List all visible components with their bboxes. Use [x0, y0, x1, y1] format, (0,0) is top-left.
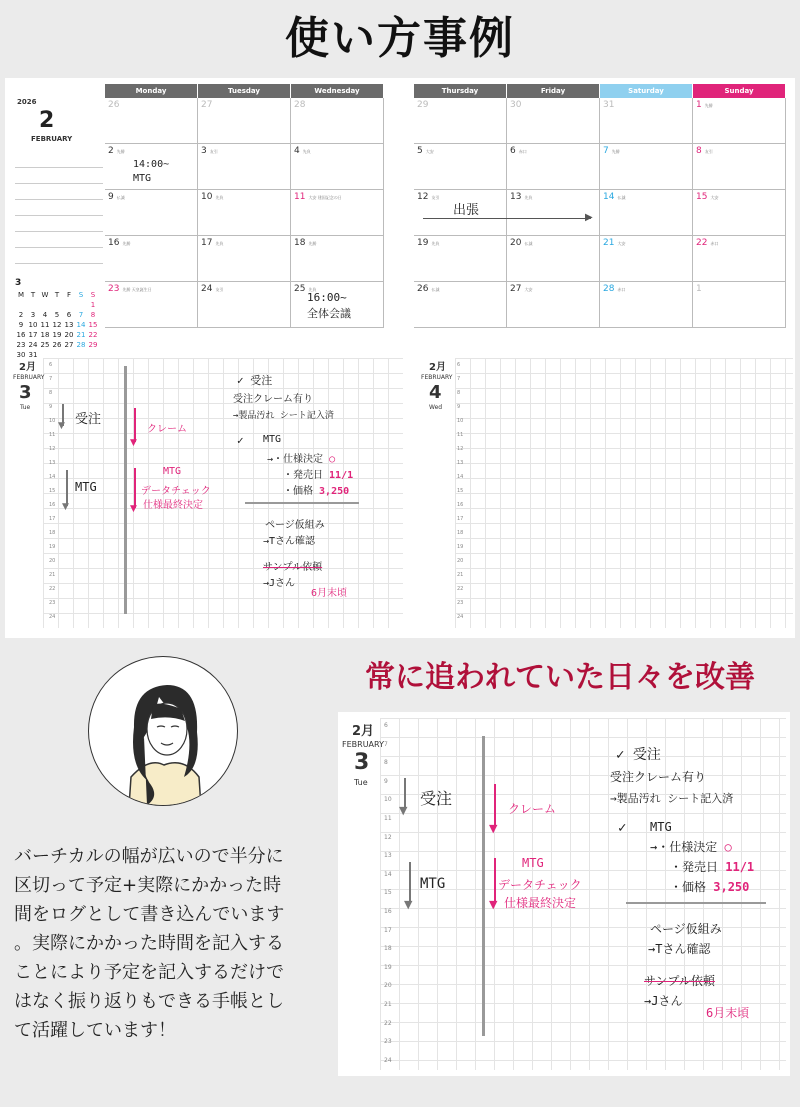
hour-label: 7: [384, 740, 388, 748]
hour-label: 19: [49, 544, 56, 550]
hour-label: 8: [384, 759, 388, 767]
day-number: 4 先負: [294, 146, 311, 156]
rokuyo-label: 仏滅: [524, 241, 533, 246]
day-cell[interactable]: [693, 282, 786, 328]
mini-cal-cell: 3: [30, 311, 36, 319]
arrow-head-icon: ▼: [58, 421, 65, 431]
mini-cal-cell: [39, 300, 51, 310]
day-cell[interactable]: [105, 98, 198, 144]
mini-cal-cell: 12: [52, 321, 62, 329]
hour-label: 24: [49, 614, 56, 620]
day-cell[interactable]: [600, 236, 693, 282]
memo-check-2: ✓: [237, 434, 244, 447]
mini-cal-cell: M: [17, 291, 25, 299]
mini-cal-cell: 23: [16, 341, 26, 349]
arrow-head-icon: ▼: [404, 898, 413, 911]
zoom-mtg: MTG: [650, 820, 672, 834]
mini-cal-cell: 16: [16, 331, 26, 339]
daily-grid-right: [455, 358, 793, 628]
mini-cal-cell: 14: [76, 321, 86, 329]
hour-label: 6: [384, 722, 388, 729]
rokuyo-label: 先負: [308, 287, 317, 292]
hour-label: 13: [384, 852, 392, 860]
day-cell[interactable]: [291, 236, 384, 282]
arrow-line: [66, 470, 68, 506]
mini-cal-cell: 28: [76, 341, 86, 349]
plan-arrow-head-icon: ▼: [489, 898, 498, 911]
day-cell[interactable]: [600, 282, 693, 328]
hour-label: 19: [457, 544, 464, 550]
rokuyo-label: 赤口: [617, 287, 626, 292]
day-cell[interactable]: [507, 144, 600, 190]
mini-cal-cell: 1: [90, 301, 96, 309]
day-number: 10 先負: [201, 192, 224, 202]
mini-cal-cell: 21: [76, 331, 86, 339]
hour-label: 20: [457, 558, 464, 564]
day-cell[interactable]: [105, 282, 198, 328]
description-line: ことにより予定を記入するだけで: [14, 962, 284, 983]
day-cell[interactable]: [105, 190, 198, 236]
hour-label: 9: [384, 777, 388, 785]
day-number: 29: [417, 100, 429, 110]
day-number: 8 友引: [696, 146, 713, 156]
hour-label: 9: [457, 404, 461, 410]
trip-note: 出張: [453, 203, 480, 218]
month-name: FEBRUARY: [31, 135, 73, 143]
hour-label: 15: [49, 488, 56, 494]
memo-sample: サンプル依頼: [263, 562, 323, 573]
day-number: 15 大安: [696, 192, 719, 202]
rokuyo-label: 先負: [524, 195, 533, 200]
feb25-note: 16:00~ 全体会議: [307, 291, 351, 320]
day-number: 26: [108, 100, 120, 110]
weekday-header: Saturday: [600, 84, 692, 98]
zoom-log-a: 受注: [420, 789, 453, 808]
hour-label: 16: [384, 907, 392, 915]
zoom-sample: サンプル依頼: [644, 974, 715, 988]
hour-labels-right: [457, 362, 463, 628]
daily-divider: [124, 366, 127, 614]
hour-label: 24: [457, 614, 464, 620]
hour-label: 21: [49, 572, 56, 578]
hour-label: 12: [384, 833, 392, 841]
day-cell[interactable]: [600, 190, 693, 236]
arrow-head-icon: ▼: [399, 804, 408, 817]
hour-label: 14: [384, 870, 392, 878]
description-line: 区切って予定+実際にかかった時: [14, 875, 282, 896]
rokuyo-label: 先負: [302, 149, 311, 154]
day-number: 21 大安: [603, 238, 626, 248]
day-cell[interactable]: [291, 98, 384, 144]
description: [14, 842, 326, 1045]
mini-cal-cell: 13: [64, 321, 74, 329]
rokuyo-label: 大安 建国記念の日: [308, 195, 342, 200]
mini-cal-cell: 25: [40, 341, 50, 349]
day-cell[interactable]: [198, 282, 291, 328]
day-cell[interactable]: [414, 144, 507, 190]
mini-cal-cell: 9: [18, 321, 24, 329]
day-cell[interactable]: [693, 236, 786, 282]
zoom-check-1: ✓ 受注: [616, 747, 661, 763]
day-number: 23 先勝 天皇誕生日: [108, 284, 152, 294]
day-cell[interactable]: [507, 282, 600, 328]
hour-label: 17: [457, 516, 464, 522]
day-number: 3 友引: [201, 146, 218, 156]
hour-label: 22: [49, 586, 56, 592]
description-line: て活躍しています！: [14, 1020, 176, 1041]
day-number: 30: [510, 100, 522, 110]
mini-cal-cell: 30: [16, 351, 26, 359]
year-label: 2026: [17, 98, 37, 106]
day-number: 14 仏滅: [603, 192, 626, 202]
day-number: 16 先勝: [108, 238, 131, 248]
day-cell[interactable]: [291, 190, 384, 236]
zoom-check-2: ✓: [618, 820, 627, 836]
weekday-header: Tuesday: [198, 84, 290, 98]
hour-label: 14: [457, 474, 464, 480]
day-cell[interactable]: [693, 190, 786, 236]
mini-cal-cell: 6: [66, 311, 72, 319]
plan-arrow-head-icon: ▼: [130, 504, 137, 514]
hour-label: 22: [384, 1019, 392, 1027]
mini-cal-cell: W: [41, 291, 49, 299]
mini-cal-cell: 11: [40, 321, 50, 329]
zoomed-daily-page: [338, 712, 790, 1076]
rokuyo-label: 友引: [704, 149, 713, 154]
mini-cal-cell: F: [66, 291, 72, 299]
mini-cal-cell: 29: [88, 341, 98, 349]
plan-note-a: クレーム: [147, 424, 187, 435]
zoom-divider: [482, 736, 485, 1036]
rokuyo-label: 友引: [209, 149, 218, 154]
trip-arrow-head: ▶: [585, 212, 593, 223]
rokuyo-label: 大安: [524, 287, 533, 292]
hour-label: 19: [384, 963, 392, 971]
plan-note-c: データチェック: [141, 486, 211, 497]
day-number: 31: [603, 100, 615, 110]
zoom-plan-a: クレーム: [508, 802, 557, 816]
mini-cal-cell: T: [30, 291, 36, 299]
day-number: 9 仏滅: [108, 192, 125, 202]
mini-cal-cell: T: [54, 291, 60, 299]
zoom-memo-divider: [626, 902, 766, 904]
hour-label: 17: [49, 516, 56, 522]
day-number: 24 友引: [201, 284, 224, 294]
mini-cal-cell: 27: [64, 341, 74, 349]
trip-arrow-line: [423, 218, 591, 219]
mini-cal-cell: 18: [40, 331, 50, 339]
zoom-log-b: MTG: [420, 876, 446, 892]
mini-cal-cell: [27, 300, 39, 310]
hour-label: 12: [49, 446, 56, 452]
planner-sheet: [5, 78, 795, 638]
zoom-plan-d: 仕様最終決定: [504, 896, 577, 910]
day-number: 5 大安: [417, 146, 434, 156]
hour-label: 18: [457, 530, 464, 536]
hour-label: 11: [49, 432, 56, 438]
mini-cal-cell: [75, 300, 87, 310]
rokuyo-label: 先勝 天皇誕生日: [122, 287, 152, 292]
day-cell[interactable]: [414, 236, 507, 282]
rokuyo-label: 大安: [425, 149, 434, 154]
hour-label: 21: [384, 1000, 392, 1008]
memo-check-1: ✓ 受注: [237, 374, 273, 387]
day-cell[interactable]: [105, 236, 198, 282]
hour-label: 16: [49, 502, 56, 508]
mini-cal-cell: 15: [88, 321, 98, 329]
memo-tsan: →Tさん確認: [263, 536, 316, 547]
hour-label: 23: [384, 1038, 392, 1046]
zoom-june: 6月末頃: [706, 1006, 750, 1020]
zoom-hour-labels: [384, 722, 392, 1075]
mini-cal-cell: 24: [28, 341, 38, 349]
rokuyo-label: 先勝: [611, 149, 620, 154]
notes-lines: [15, 152, 103, 272]
memo-june: 6月末頃: [311, 588, 348, 599]
hour-label: 6: [457, 362, 461, 368]
memo-line-1: 受注クレーム有り: [233, 394, 313, 405]
rokuyo-label: 先勝: [116, 149, 125, 154]
daily-day-1: 3: [19, 382, 32, 403]
hour-label: 24: [384, 1056, 392, 1064]
day-cell[interactable]: [198, 190, 291, 236]
plan-arrow-line: [134, 468, 136, 508]
hour-label: 23: [49, 600, 56, 606]
weekday-header: Monday: [105, 84, 197, 98]
day-cell[interactable]: [414, 282, 507, 328]
zoom-day: 3: [354, 750, 370, 775]
hour-label: 13: [457, 460, 464, 466]
description-line: 間をログとして書き込んでいます: [14, 904, 285, 925]
day-number: 28 赤口: [603, 284, 626, 294]
daily-month: 2月: [19, 362, 36, 373]
day-cell[interactable]: [693, 144, 786, 190]
zoom-jsan: →Jさん: [644, 994, 683, 1008]
hour-label: 9: [49, 404, 53, 410]
rokuyo-label: 大安: [617, 241, 626, 246]
rokuyo-label: 赤口: [710, 241, 719, 246]
memo-page: ページ仮組み: [265, 520, 325, 531]
day-number: 1: [696, 284, 702, 294]
hour-label: 11: [457, 432, 464, 438]
user-avatar: [88, 656, 238, 806]
month-number: 2: [39, 108, 55, 133]
feb2-note: 14:00~ MTG: [133, 159, 170, 184]
hour-label: 12: [457, 446, 464, 452]
rokuyo-label: 先勝: [122, 241, 131, 246]
zoom-dow: Tue: [354, 778, 368, 787]
weekday-header: Sunday: [693, 84, 785, 98]
arrow-line: [409, 862, 411, 902]
mini-cal-cell: 19: [52, 331, 62, 339]
hour-label: 11: [384, 814, 392, 822]
hour-label: 16: [457, 502, 464, 508]
day-cell[interactable]: [507, 98, 600, 144]
day-cell[interactable]: [198, 236, 291, 282]
zoom-plan-c: データチェック: [498, 878, 582, 892]
hour-label: 18: [384, 945, 392, 953]
day-number: 26 仏滅: [417, 284, 440, 294]
day-cell[interactable]: [198, 98, 291, 144]
rokuyo-label: 仏滅: [431, 287, 440, 292]
rokuyo-label: 先負: [215, 241, 224, 246]
hour-label: 7: [457, 376, 461, 382]
mini-cal-month: 3: [15, 278, 22, 288]
day-number: 1 先勝: [696, 100, 713, 110]
hour-label: 7: [49, 376, 53, 382]
day-cell[interactable]: [414, 98, 507, 144]
weekday-header: Friday: [507, 84, 599, 98]
mini-calendar: [15, 278, 105, 360]
mini-cal-cell: [51, 300, 63, 310]
day-number: 28: [294, 100, 306, 110]
mini-cal-cell: 31: [28, 351, 38, 359]
arrow-head-icon: ▼: [62, 502, 69, 512]
zoom-month: 2月: [352, 724, 375, 739]
plan-arrow-head-icon: ▼: [130, 438, 137, 448]
weekday-header: Wednesday: [291, 84, 383, 98]
day-number: 25 先負: [294, 284, 317, 294]
day-cell[interactable]: [693, 98, 786, 144]
zoom-tsan: →Tさん確認: [648, 942, 711, 956]
day-cell[interactable]: [291, 144, 384, 190]
mini-cal-cell: [15, 300, 27, 310]
memo-mtg: MTG: [263, 434, 282, 445]
plan-note-d: 仕様最終決定: [143, 500, 203, 511]
mini-cal-cell: 7: [78, 311, 84, 319]
hour-label: 15: [384, 889, 392, 897]
day-cell[interactable]: [507, 236, 600, 282]
memo-release: ・発売日 11/1: [283, 470, 354, 481]
zoom-plan-b: MTG: [522, 856, 544, 870]
hour-label: 23: [457, 600, 464, 606]
mini-cal-cell: 26: [52, 341, 62, 349]
log-note-b: MTG: [75, 480, 97, 494]
day-cell[interactable]: [198, 144, 291, 190]
description-line: 。実際にかかった時間を記入する: [14, 933, 284, 954]
mini-cal-cell: 5: [54, 311, 60, 319]
description-line: はなく振り返りもできる手帳とし: [14, 991, 284, 1012]
zoom-line-1: 受注クレーム有り: [610, 770, 707, 784]
daily-month-2: 2月: [429, 362, 446, 373]
description-line: バーチカルの幅が広いので半分に: [14, 846, 284, 867]
memo-price: ・価格 3,250: [283, 486, 350, 497]
plan-arrow-line: [134, 408, 136, 442]
day-number: 11 大安 建国記念の日: [294, 192, 342, 202]
log-note-a: 受注: [75, 412, 102, 427]
mini-cal-cell: 8: [90, 311, 96, 319]
hour-label: 14: [49, 474, 56, 480]
hour-label: 8: [49, 390, 53, 396]
day-number: 17 先負: [201, 238, 224, 248]
plan-arrow-head-icon: ▼: [489, 822, 498, 835]
day-number: 20 仏滅: [510, 238, 533, 248]
mini-cal-cell: 4: [42, 311, 48, 319]
mini-cal-cell: [63, 300, 75, 310]
memo-divider: [245, 502, 359, 504]
rokuyo-label: 先勝: [704, 103, 713, 108]
mini-cal-cell: 10: [28, 321, 38, 329]
rokuyo-label: 赤口: [518, 149, 527, 154]
daily-dow-2: Wed: [429, 404, 443, 411]
mini-cal-cell: 17: [28, 331, 38, 339]
daily-dow-1: Tue: [20, 404, 31, 411]
day-number: 2 先勝: [108, 146, 125, 156]
mini-cal-cell: S: [90, 291, 96, 299]
rokuyo-label: 先負: [431, 241, 440, 246]
day-number: 6 赤口: [510, 146, 527, 156]
page-title: 使い方事例: [285, 13, 515, 64]
hour-label: 20: [49, 558, 56, 564]
headline: 常に追われていた日々を改善: [365, 660, 755, 695]
daily-month-name: FEBRUARY: [13, 374, 45, 381]
hour-label: 15: [457, 488, 464, 494]
day-number: 18 先勝: [294, 238, 317, 248]
zoom-line-2: →製品汚れ シート記入済: [610, 792, 734, 805]
hour-label: 22: [457, 586, 464, 592]
hour-label: 20: [384, 982, 392, 990]
day-number: 13 先負: [510, 192, 533, 202]
day-number: 22 赤口: [696, 238, 719, 248]
hour-label: 21: [457, 572, 464, 578]
zoom-page: ページ仮組み: [650, 922, 722, 936]
hour-label: 6: [49, 362, 53, 368]
hour-labels-left: [49, 362, 55, 628]
day-number: 19 先負: [417, 238, 440, 248]
zoom-price: ・価格 3,250: [670, 880, 750, 894]
rokuyo-label: 仏滅: [617, 195, 626, 200]
day-number: 12 友引: [417, 192, 440, 202]
zoom-release: ・発売日 11/1: [670, 860, 755, 874]
memo-line-2: →製品汚れ シート記入済: [233, 411, 334, 421]
hour-label: 13: [49, 460, 56, 466]
rokuyo-label: 先勝: [308, 241, 317, 246]
zoom-month-name: FEBRUARY: [342, 740, 384, 749]
day-cell[interactable]: [600, 144, 693, 190]
hour-label: 8: [457, 390, 461, 396]
rokuyo-label: 先負: [215, 195, 224, 200]
day-cell[interactable]: [600, 98, 693, 144]
memo-spec: →・仕様決定 ○: [267, 454, 336, 465]
rokuyo-label: 友引: [215, 287, 224, 292]
rokuyo-label: 仏滅: [116, 195, 125, 200]
hour-label: 10: [457, 418, 464, 424]
hour-label: 10: [384, 796, 392, 804]
mini-cal-cell: 22: [88, 331, 98, 339]
mini-cal-cell: S: [78, 291, 84, 299]
memo-jsan: →Jさん: [263, 578, 296, 589]
plan-note-b: MTG: [163, 466, 182, 477]
hour-label: 18: [49, 530, 56, 536]
day-number: 7 先勝: [603, 146, 620, 156]
zoom-spec: →・仕様決定 ○: [650, 840, 732, 854]
rokuyo-label: 友引: [431, 195, 440, 200]
rokuyo-label: 大安: [710, 195, 719, 200]
daily-day-2: 4: [429, 382, 442, 403]
weekday-header: Thursday: [414, 84, 506, 98]
hour-label: 10: [49, 418, 56, 424]
day-number: 27 大安: [510, 284, 533, 294]
mini-cal-cell: 2: [18, 311, 24, 319]
hour-label: 17: [384, 926, 392, 934]
daily-month-name-2: FEBRUARY: [421, 374, 453, 381]
mini-cal-cell: 20: [64, 331, 74, 339]
day-number: 27: [201, 100, 213, 110]
